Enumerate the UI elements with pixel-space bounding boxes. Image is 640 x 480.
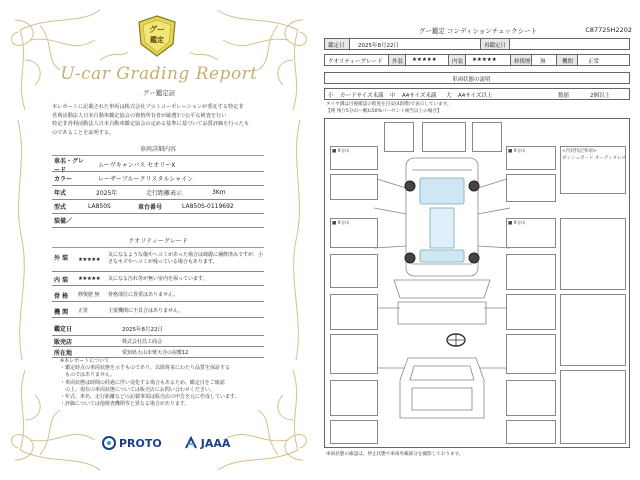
- badge-line2: 鑑定: [150, 36, 164, 44]
- right-panel-box: [506, 334, 556, 374]
- reapp-label: 再鑑定日: [484, 43, 507, 49]
- quality-desc: 気になる汚れ等が無い室内を保っています。: [108, 276, 208, 282]
- size-mid-desc: A4サイズ未満: [402, 93, 437, 99]
- size-mid: 中: [390, 93, 396, 99]
- state-header: 車両状態の説明: [452, 77, 491, 83]
- int-label: 内装: [452, 59, 464, 65]
- condition-check-sheet: [322, 22, 634, 470]
- left-panel-box: [330, 334, 378, 374]
- intro-line: のであることを証明する。: [52, 129, 115, 136]
- right-panel-box: [506, 174, 556, 202]
- note-line: ・車両状態は時間の経過に伴い変化する場合もあるため、鑑定日をご確認: [60, 379, 225, 386]
- info-label: 所在地: [54, 349, 73, 357]
- count-label: 数値: [558, 93, 570, 99]
- proto-logo-text: PROTO: [119, 436, 162, 450]
- intro-line: 特定非営利活動法人日本自動車鑑定協会の定める基準に基づいて品質評価を行ったも: [52, 121, 250, 128]
- tire-note: タイヤ溝は目視確認の程度を目安(4段階)で表示しています。: [326, 102, 452, 107]
- vehicle-year-label: 年式: [54, 190, 67, 197]
- jaaa-logo-text: JAAA: [200, 436, 231, 450]
- grading-report-page: [0, 0, 318, 480]
- info-value: 株式会社昌工商会: [122, 338, 163, 345]
- sheet-code: C87725H2202: [585, 26, 632, 34]
- right-panel-box: [506, 420, 556, 444]
- quality-label: 外 装: [54, 255, 69, 262]
- info-row-date: [52, 322, 264, 336]
- vehicle-name-row: [52, 158, 264, 172]
- vehicle-equip-row: [52, 214, 264, 228]
- intro-line: 本レポートに記載された車両は株式会社プロトコーポレーションが委託する特定非: [52, 104, 244, 110]
- quality-label: 機 関: [54, 309, 69, 316]
- quality-stars: ★★★★★: [78, 276, 101, 282]
- vehicle-mileage-value: 3Km: [212, 189, 226, 196]
- report-subtitle: グー鑑定証: [142, 89, 176, 97]
- note-line: ものではありません。: [60, 372, 116, 379]
- center-panel-box: [422, 122, 466, 152]
- note-line: の上、現在の車両状態については販売店にお問い合わせください。: [60, 386, 215, 393]
- quality-grade: 正常: [78, 308, 89, 314]
- right-panel-box: [506, 294, 556, 330]
- sheet-title: グー鑑定 コンディションチェックシート: [418, 27, 538, 35]
- date-value: 2025年8月22日: [358, 43, 399, 49]
- quality-grade: 修復歴 無: [78, 292, 100, 298]
- info-row-address: [52, 347, 264, 358]
- report-title: U-car Grading Report: [60, 64, 258, 84]
- left-panel-box: [330, 420, 378, 444]
- vehicle-color-label: カラー: [54, 176, 73, 183]
- far-right-box: [560, 294, 626, 366]
- quality-grade-label: クオリティーグレード: [328, 59, 383, 65]
- intro-line: 営利活動法人日本自動車鑑定協会の資格所有者が厳選1つ公平な検査を行い: [52, 112, 227, 119]
- left-panel-box: [330, 254, 378, 288]
- note-line: ・年式、車名、走行距離などの記載事項は販売店の申告を元に作成しています。: [60, 394, 240, 401]
- info-row-dealer: [52, 336, 264, 347]
- ext-stars: ★★★★★: [412, 57, 437, 63]
- proto-mark-icon: [102, 436, 116, 450]
- quality-grade-header: クオリティーグレード: [52, 236, 264, 248]
- note-line: ・評価については他検査機関等と異なる場合があります。: [60, 401, 190, 408]
- footer-logos: [102, 436, 230, 450]
- interior-notes-title: <内装特記事項>: [562, 149, 597, 154]
- far-right-box: [560, 370, 626, 444]
- badge-line1: グー: [149, 25, 165, 34]
- tire-tag: ■ 9分山: [332, 149, 350, 154]
- note-line: ・鑑定時点の車両状態を示すものであり、以降将来にわたり品質を保証する: [60, 365, 231, 372]
- interior-notes-value: ダッシュボード オーディオレス: [562, 156, 626, 161]
- size-large-desc: A4サイズ以上: [458, 93, 493, 99]
- vehicle-year-row: [52, 186, 264, 200]
- tire-tag: ■ 9分山: [332, 221, 350, 226]
- vehicle-color-row: [52, 172, 264, 186]
- info-label: 鑑定日: [54, 326, 73, 333]
- repair-label: 修復歴: [514, 59, 531, 65]
- jaaa-mark-icon: [184, 436, 198, 450]
- center-panel-box: [472, 122, 502, 152]
- left-panel-box: [330, 294, 378, 330]
- quality-row-frame: [52, 288, 264, 302]
- engine-label: 機関: [562, 59, 574, 65]
- tire-tag: ■ 9分山: [508, 149, 526, 154]
- left-panel-box: [330, 380, 378, 416]
- size-small: 小: [328, 93, 334, 99]
- left-panel-box: [330, 174, 378, 200]
- vehicle-chassis-label: 車台番号: [138, 204, 163, 211]
- jaaa-logo: [184, 436, 231, 450]
- size-small-desc: カードサイズ未満: [340, 93, 384, 99]
- vehicle-model-label: 型式: [54, 204, 67, 211]
- proto-logo: [102, 436, 162, 450]
- quality-desc: 主要機関に不具合はありません。: [108, 308, 184, 314]
- engine-value: 正常: [588, 59, 600, 65]
- date-label: 鑑定日: [328, 43, 345, 49]
- repair-value: 無: [540, 59, 546, 65]
- quality-row-engine: [52, 304, 264, 318]
- far-right-box: [560, 218, 626, 290]
- tire-tag: ■ 9分山: [508, 221, 526, 226]
- quality-desc: 気になるような傷やヘコミがあった場合は綺麗に補修済みですが、小さなキズやヘコミが残っている場合もあります。: [108, 252, 263, 265]
- quality-stars: ★★★★★: [78, 257, 101, 263]
- sheet-footer: 車両状態の確認は、停止状態で車両外観部分を撮影しております。: [326, 452, 464, 457]
- quality-desc: 骨格部位に異常はありません。: [108, 292, 179, 298]
- count-value: 2個以上: [590, 93, 610, 99]
- vehicle-mileage-label: 走行距離表示: [146, 190, 183, 197]
- vehicle-name-label: 車名・グレード: [54, 157, 85, 174]
- notes-title: ※本レポートについて: [60, 358, 110, 364]
- vehicle-model-value: LA850S: [88, 203, 111, 210]
- quality-label: 内 装: [54, 277, 69, 284]
- info-label: 販売店: [54, 338, 73, 346]
- tire-legend: 【例 残り5分山〜概ね50%パーセント相当以上の場合】: [326, 109, 442, 114]
- intro-text: [52, 103, 264, 137]
- quality-row-exterior: [52, 250, 264, 272]
- info-value: 愛知県大山市楽天寺の屋敷12: [122, 349, 189, 356]
- vehicle-color-value: レーザーブルークリスタルシャイン: [98, 176, 194, 183]
- quality-label: 骨 格: [54, 293, 69, 300]
- size-large: 大: [446, 93, 452, 99]
- center-panel-box: [384, 122, 414, 152]
- vehicle-details-header: 車両詳細内容: [52, 144, 264, 156]
- int-stars: ★★★★★: [472, 57, 497, 63]
- quality-row-interior: [52, 272, 264, 286]
- ext-label: 外装: [392, 59, 404, 65]
- vehicle-chassis-value: LA850S-0119692: [182, 203, 234, 210]
- vehicle-model-row: [52, 200, 264, 214]
- right-panel-box: [506, 380, 556, 416]
- report-notes: [60, 358, 260, 408]
- vehicle-name-value: ムーヴキャンバス セオリーX: [98, 162, 176, 169]
- vehicle-equip-label: 装備／: [54, 218, 73, 225]
- vehicle-year-value: 2025年: [96, 190, 118, 197]
- right-panel-box: [506, 254, 556, 290]
- info-value: 2025年8月22日: [122, 326, 163, 333]
